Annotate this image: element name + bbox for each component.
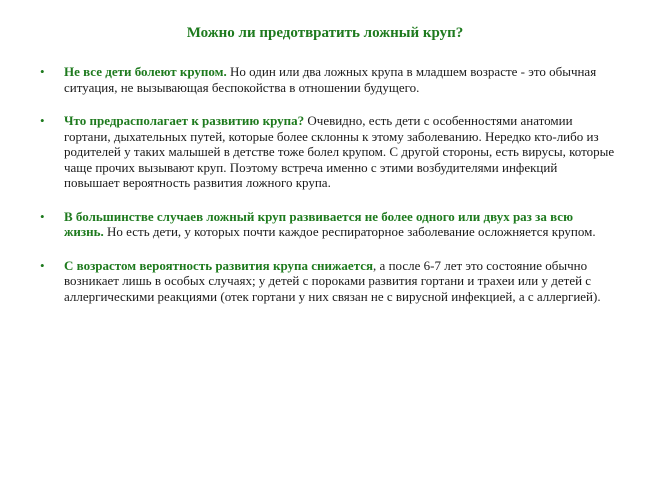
bullet-text: , а после 6-7 лет это состояние обычно возникает лишь в особых случаях; у детей с пороками развития гортани и трахеи или у детей с аллергическими реакциями (отек гортани у них связан не с вирусной инфекцией, а с аллергией). [64,257,601,304]
bullet-item [36,209,616,240]
bullet-item [36,258,616,305]
bullet-marker-icon: • [40,64,45,79]
bullet-lead: Что предрасполагает к развитию крупа? [64,113,305,128]
slide-title: Можно ли предотвратить ложный круп? [186,25,464,41]
bullet-lead: С возрастом вероятность развития крупа снижается [64,257,374,273]
bullet-marker-icon: • [40,113,45,128]
bullet-item [36,64,616,95]
bullet-marker-icon: • [40,208,45,224]
bullet-text: Но есть дети, у которых почти каждое респираторное заболевание осложняется крупом. [103,224,596,239]
bullet-item [36,113,616,191]
bullet-lead: В большинстве случаев ложный круп развивается не более одного или двух раз за всю жизнь. [64,208,574,239]
bullet-list [36,64,616,322]
bullet-text: Очевидно, есть дети с особенностями анатомии гортани, дыхательных путей, которые более склонны к этому заболеванию. Нередко кто-либо из родителей у таких малышей в детстве тоже болел крупом. С другой стороны, есть вирусы, которые чаще прочих вызывают круп. Поэтому встреча именно с этими возбудителями инфекций повышает вероятность развития ложного крупа. [64,113,615,190]
bullet-marker-icon: • [40,257,45,273]
bullet-lead: Не все дети болеют крупом. [64,64,227,79]
bullet-text: Но один или два ложных крупа в младшем возрасте - это обычная ситуация, не вызывающая беспокойства в отношении будущего. [64,64,597,95]
